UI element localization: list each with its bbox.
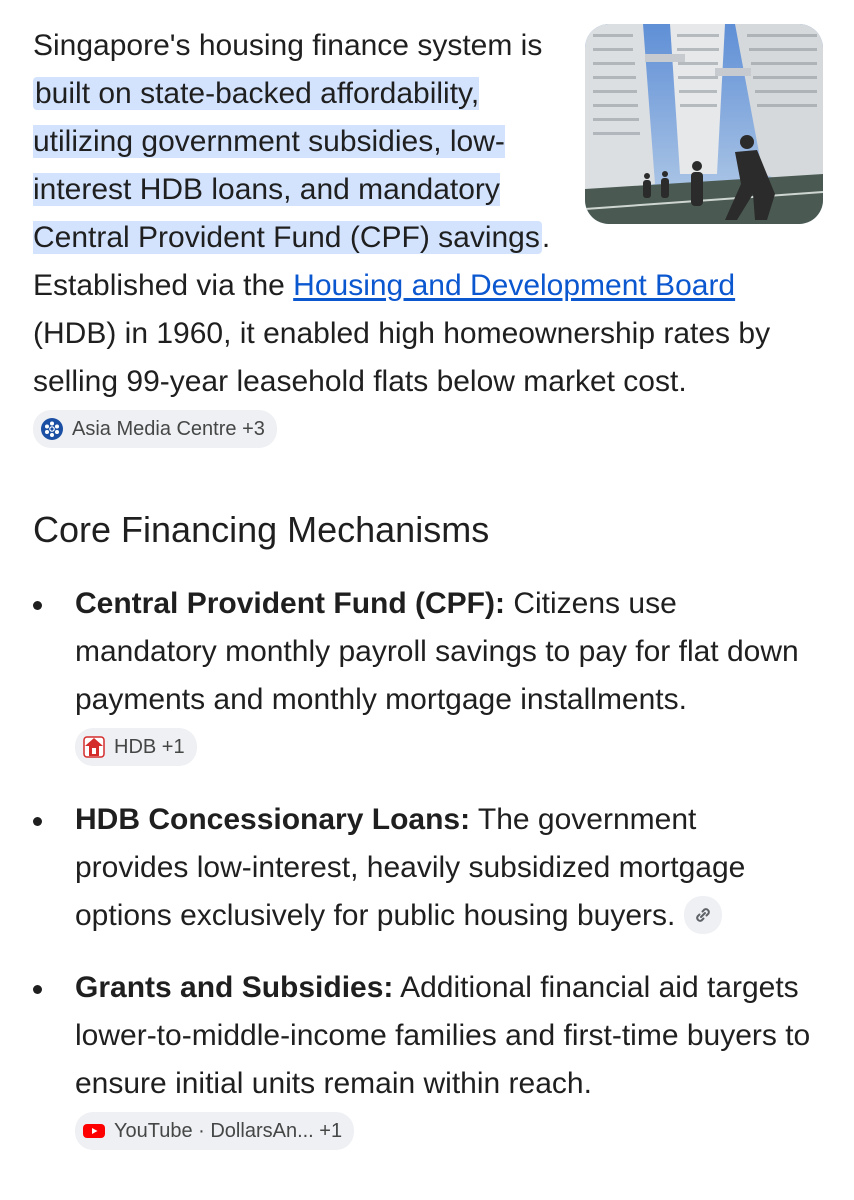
link-icon xyxy=(690,902,716,928)
bullet-term: HDB Concessionary Loans: xyxy=(75,803,471,836)
bullet-text: Additional financial aid targets lower-to-middle-income families and first-time buyers to ensure initial units remain within reach. xyxy=(75,971,811,1100)
intro-text-before: Singapore's housing finance system is xyxy=(33,29,543,62)
hdb-towers-image[interactable] xyxy=(585,24,823,224)
hdb-towers-photo xyxy=(585,24,823,224)
bullet-term: Central Provident Fund (CPF): xyxy=(75,587,505,620)
intro-paragraph xyxy=(33,22,823,454)
intro-text-mid: . Established via the xyxy=(33,221,551,302)
source-chip-label: YouTube · DollarsAn... +1 xyxy=(114,1120,343,1143)
asia-media-centre-logo-icon xyxy=(39,416,65,442)
bullet-text: Citizens use mandatory monthly payroll savings to pay for flat down payments and monthly mortgage installments. xyxy=(75,587,799,716)
list-item xyxy=(75,580,815,772)
bullet-text: The government provides low-interest, heavily subsidized mortgage options exclusively for public housing buyers. xyxy=(75,803,746,932)
bullet-dot xyxy=(33,601,42,610)
source-chip-youtube[interactable] xyxy=(75,1112,354,1150)
section-heading: Core Financing Mechanisms xyxy=(33,509,490,550)
highlighted-summary[interactable]: built on state-backed affordability, utilizing government subsidies, low-interest HDB loans, and mandatory Central Provident Fund (CPF) savings xyxy=(33,77,540,254)
source-chip-asia-media-centre[interactable] xyxy=(33,410,277,448)
list-item xyxy=(75,964,815,1156)
bullet-term: Grants and Subsidies: xyxy=(75,971,394,1004)
source-chip-label: Asia Media Centre +3 xyxy=(72,418,265,441)
youtube-icon xyxy=(81,1118,107,1144)
source-link-button[interactable] xyxy=(684,896,722,934)
hdb-link[interactable]: Housing and Development Board xyxy=(293,269,736,302)
hdb-logo-icon xyxy=(81,734,107,760)
intro-text-after: (HDB) in 1960, it enabled high homeownership rates by selling 99-year leasehold flats below market cost. xyxy=(33,317,771,398)
bullet-dot xyxy=(33,817,42,826)
list-item xyxy=(75,796,815,940)
bullet-dot xyxy=(33,985,42,994)
source-chip-hdb[interactable] xyxy=(75,728,197,766)
source-chip-label: HDB +1 xyxy=(114,736,185,759)
